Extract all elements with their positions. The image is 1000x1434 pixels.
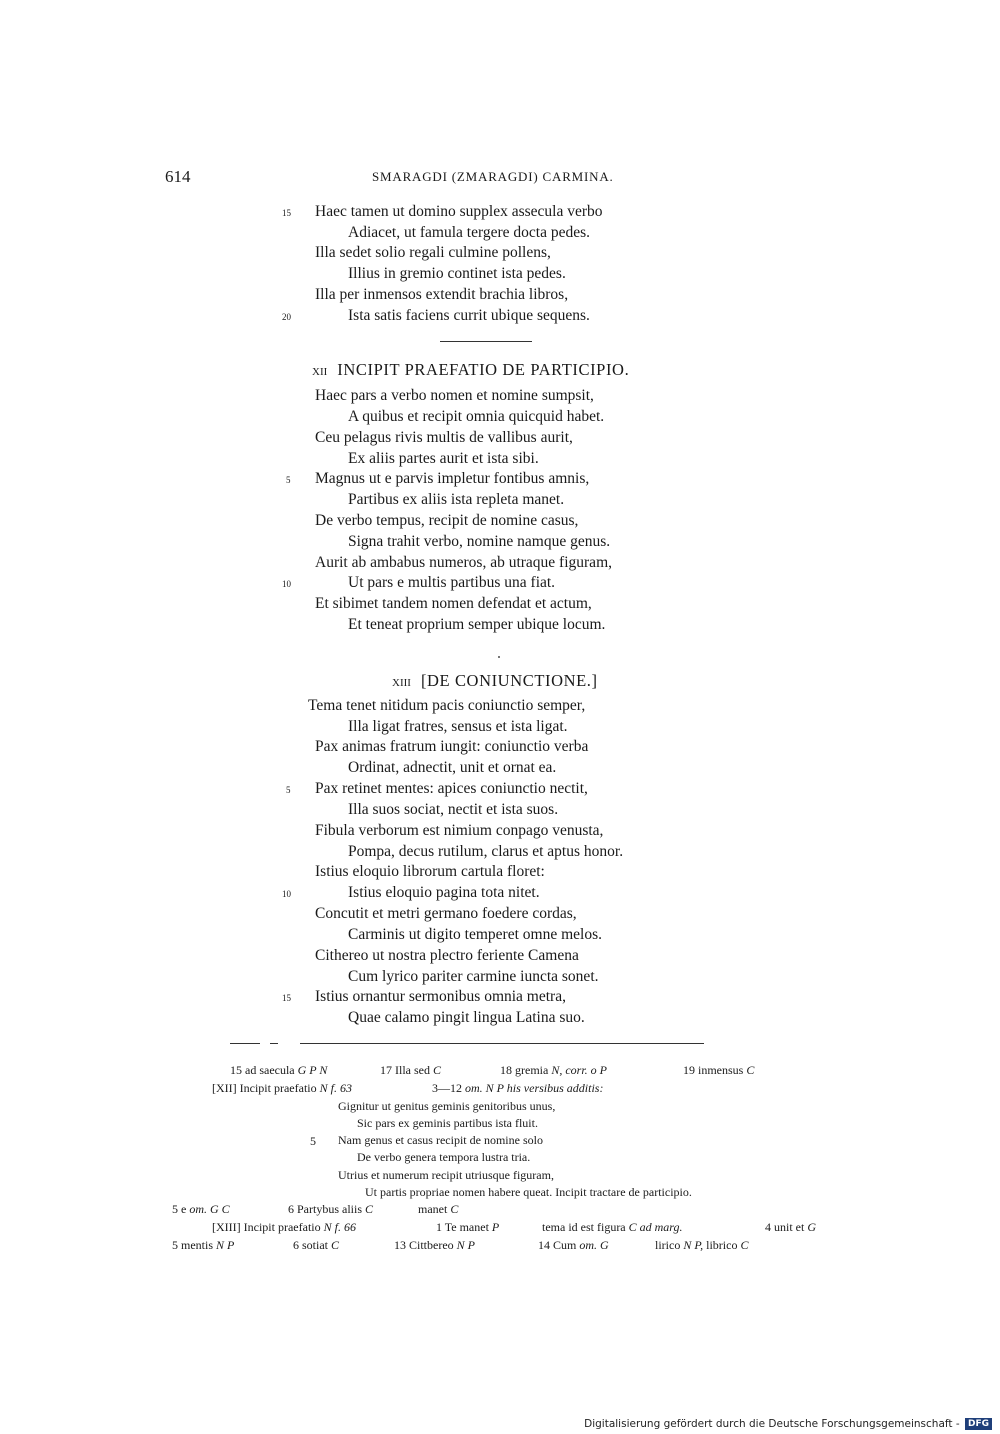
verse-line: Illa ligat fratres, sensus et ista ligat. bbox=[348, 718, 568, 735]
apparatus-entry: [XII] Incipit praefatio N f. 63 bbox=[212, 1081, 352, 1095]
verse-line: Ordinat, adnectit, unit et ornat ea. bbox=[348, 759, 557, 776]
apparatus-entry: manet C bbox=[418, 1202, 459, 1216]
verse-line: Ista satis faciens currit ubique sequens. bbox=[348, 307, 590, 324]
verse-line: Magnus ut e parvis impletur fontibus amnis, bbox=[315, 470, 590, 487]
apparatus-added-verse: De verbo genera tempora lustra tria. bbox=[357, 1150, 531, 1164]
verse-line: Istius eloquio librorum cartula floret: bbox=[315, 863, 545, 880]
line-number: 15 bbox=[282, 993, 291, 1003]
verse-line: Istius eloquio pagina tota nitet. bbox=[348, 884, 540, 901]
apparatus-entry: [XIII] Incipit praefatio N f. 66 bbox=[212, 1220, 356, 1234]
apparatus-entry: 1 Te manet P bbox=[436, 1220, 500, 1234]
apparatus-entry: 19 inmensus C bbox=[683, 1063, 755, 1077]
verse-line: Carminis ut digito temperet omne melos. bbox=[348, 926, 602, 943]
footnote-rule bbox=[300, 1043, 704, 1044]
line-number: 5 bbox=[286, 785, 291, 795]
verse-line: Pax animas fratrum iungit: coniunctio verba bbox=[315, 738, 589, 755]
dfg-logo: DFG bbox=[965, 1418, 992, 1430]
verse-line: Ex aliis partes aurit et ista sibi. bbox=[348, 450, 539, 467]
verse-line: Pax retinet mentes: apices coniunctio nectit, bbox=[315, 780, 588, 797]
apparatus-entry: 17 Illa sed C bbox=[380, 1063, 442, 1077]
apparatus-entry: 14 Cum om. G bbox=[538, 1238, 609, 1252]
verse-line: De verbo tempus, recipit de nomine casus, bbox=[315, 512, 579, 529]
verse-line: Et teneat proprium semper ubique locum. bbox=[348, 616, 606, 633]
print-speck bbox=[498, 656, 500, 658]
section-title: [DE CONIUNCTIONE.] bbox=[420, 671, 598, 690]
section-heading-participio bbox=[312, 360, 629, 380]
line-number: 10 bbox=[282, 579, 291, 589]
verse-line: Partibus ex aliis ista repleta manet. bbox=[348, 491, 565, 508]
verse-line: Aurit ab ambabus numeros, ab utraque figuram, bbox=[315, 554, 612, 571]
page-number: 614 bbox=[165, 167, 191, 186]
verse-line: Istius ornantur sermonibus omnia metra, bbox=[315, 988, 566, 1005]
apparatus-entry: lirico N P, librico C bbox=[655, 1238, 749, 1252]
line-number: 10 bbox=[282, 889, 291, 899]
apparatus-added-verse: Nam genus et casus recipit de nomine solo bbox=[338, 1133, 543, 1147]
footnote-rule-segment bbox=[270, 1043, 278, 1044]
apparatus-entry: 6 Partybus aliis C bbox=[288, 1202, 374, 1216]
apparatus-entry: 15 ad saecula G P N bbox=[230, 1063, 328, 1077]
verse-line: Haec tamen ut domino supplex assecula verbo bbox=[315, 203, 603, 220]
digitization-notice bbox=[584, 1418, 992, 1430]
verse-line: Illa suos sociat, nectit et ista suos. bbox=[348, 801, 559, 818]
footnote-rule-segment bbox=[230, 1043, 260, 1044]
verse-line: Tema tenet nitidum pacis coniunctio semper, bbox=[308, 697, 586, 714]
verse-line: Fibula verborum est nimium conpago venusta, bbox=[315, 822, 604, 839]
verse-line: Illa per inmensos extendit brachia libros, bbox=[315, 286, 569, 303]
section-roman-numeral: XIII bbox=[392, 677, 411, 689]
section-title: INCIPIT PRAEFATIO DE PARTICIPIO. bbox=[337, 360, 630, 379]
apparatus-entry: 13 Cittbereo N P bbox=[394, 1238, 475, 1252]
section-roman-numeral: XII bbox=[312, 366, 328, 378]
running-title: SMARAGDI (ZMARAGDI) CARMINA. bbox=[372, 169, 614, 184]
apparatus-entry: tema id est figura C ad marg. bbox=[542, 1220, 683, 1234]
apparatus-entry: 5 e om. G C bbox=[172, 1202, 230, 1216]
verse-line: Et sibimet tandem nomen defendat et actum, bbox=[315, 595, 592, 612]
apparatus-entry: 18 gremia N, corr. o P bbox=[500, 1063, 607, 1077]
line-number: 15 bbox=[282, 208, 291, 218]
verse-line: Pompa, decus rutilum, clarus et aptus honor. bbox=[348, 843, 624, 860]
apparatus-line-number: 5 bbox=[310, 1134, 316, 1148]
apparatus-added-verse: Ut partis propriae nomen habere queat. Incipit tractare de participio. bbox=[365, 1185, 692, 1199]
verse-line: Concutit et metri germano foedere cordas, bbox=[315, 905, 577, 922]
verse-line: Cithereo ut nostra plectro feriente Camena bbox=[315, 947, 579, 964]
verse-line: Signa trahit verbo, nomine namque genus. bbox=[348, 533, 611, 550]
verse-line: Adiacet, ut famula tergere docta pedes. bbox=[348, 224, 591, 241]
verse-line: Haec pars a verbo nomen et nomine sumpsit, bbox=[315, 387, 594, 404]
line-number: 5 bbox=[286, 475, 291, 485]
apparatus-entry: 3—12 om. N P his versibus additis: bbox=[432, 1081, 604, 1095]
apparatus-added-verse: Sic pars ex geminis partibus ista fluit. bbox=[357, 1116, 538, 1130]
verse-line: Ut pars e multis partibus una fiat. bbox=[348, 574, 556, 591]
digitization-notice-text: Digitalisierung gefördert durch die Deutsche Forschungsgemeinschaft - bbox=[584, 1418, 960, 1430]
verse-line: Quae calamo pingit lingua Latina suo. bbox=[348, 1009, 585, 1026]
verse-line: Illa sedet solio regali culmine pollens, bbox=[315, 244, 551, 261]
line-number: 20 bbox=[282, 312, 291, 322]
apparatus-entry: 6 sotiat C bbox=[293, 1238, 340, 1252]
section-divider bbox=[440, 341, 532, 342]
verse-line: Illius in gremio continet ista pedes. bbox=[348, 265, 566, 282]
verse-line: A quibus et recipit omnia quicquid habet. bbox=[348, 408, 605, 425]
apparatus-added-verse: Utrius et numerum recipit utriusque figuram, bbox=[338, 1168, 554, 1182]
apparatus-added-verse: Gignitur ut genitus geminis genitoribus unus, bbox=[338, 1099, 556, 1113]
verse-line: Ceu pelagus rivis multis de vallibus aurit, bbox=[315, 429, 573, 446]
apparatus-entry: 5 mentis N P bbox=[172, 1238, 235, 1252]
apparatus-entry: 4 unit et G bbox=[765, 1220, 816, 1234]
verse-line: Cum lyrico pariter carmine iuncta sonet. bbox=[348, 968, 599, 985]
section-heading-coniunctione bbox=[392, 671, 598, 691]
